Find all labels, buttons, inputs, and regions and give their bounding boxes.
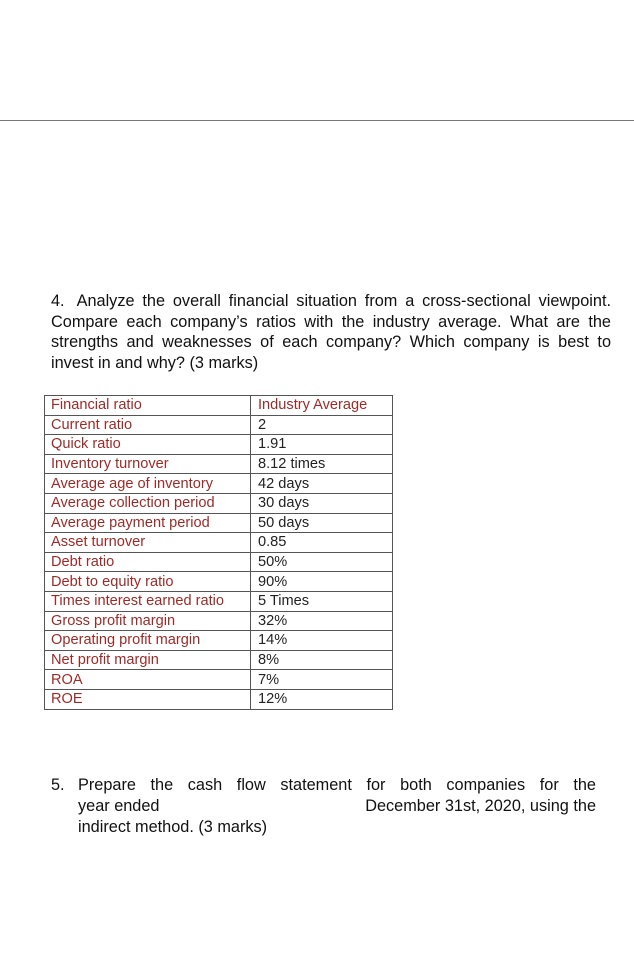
question-5-line-1-text: Prepare the cash flow statement for both companies for the — [78, 776, 596, 794]
table-row — [45, 591, 393, 611]
industry-average-cell: 50% — [251, 552, 393, 572]
industry-average-cell: 14% — [251, 631, 393, 651]
table-row — [45, 533, 393, 553]
table-header-row — [45, 396, 393, 416]
ratio-name-cell: Debt ratio — [45, 552, 251, 572]
table-row — [45, 631, 393, 651]
question-4-text: Analyze the overall financial situation from a cross-sectional viewpoint. Compare each company’s ratios with the industry average. What are the strengths and weaknesses of each company? Which company is best to invest in and why? (3 marks) — [51, 292, 611, 372]
industry-average-cell: 8.12 times — [251, 454, 393, 474]
table-row — [45, 435, 393, 455]
question-5-line-2-left: year ended — [78, 797, 160, 815]
ratio-name-cell: Times interest earned ratio — [45, 591, 251, 611]
industry-average-cell: 50 days — [251, 513, 393, 533]
header-industry-average: Industry Average — [251, 396, 393, 416]
question-5-line-2 — [51, 796, 596, 817]
horizontal-rule — [0, 120, 634, 121]
table-row — [45, 689, 393, 709]
industry-average-cell: 8% — [251, 650, 393, 670]
question-5 — [51, 775, 596, 838]
table-row — [45, 513, 393, 533]
ratio-name-cell: Current ratio — [45, 415, 251, 435]
industry-average-cell: 5 Times — [251, 591, 393, 611]
industry-average-cell: 90% — [251, 572, 393, 592]
question-5-line-1 — [51, 775, 596, 796]
question-4-number: 4. — [51, 292, 65, 310]
table-row — [45, 552, 393, 572]
ratio-name-cell: ROE — [45, 689, 251, 709]
ratio-name-cell: Inventory turnover — [45, 454, 251, 474]
financial-ratio-table — [44, 395, 393, 710]
ratio-name-cell: Quick ratio — [45, 435, 251, 455]
question-5-line-2-right: December 31st, 2020, using the — [365, 797, 596, 815]
industry-average-cell: 2 — [251, 415, 393, 435]
table-row — [45, 415, 393, 435]
table-row — [45, 572, 393, 592]
ratio-name-cell: Average payment period — [45, 513, 251, 533]
question-5-line-3: indirect method. (3 marks) — [78, 818, 268, 836]
table-row — [45, 493, 393, 513]
question-4 — [51, 291, 611, 373]
industry-average-cell: 30 days — [251, 493, 393, 513]
header-financial-ratio: Financial ratio — [45, 396, 251, 416]
ratio-name-cell: Average age of inventory — [45, 474, 251, 494]
ratio-name-cell: Average collection period — [45, 493, 251, 513]
ratio-name-cell: Net profit margin — [45, 650, 251, 670]
table-row — [45, 454, 393, 474]
table-row — [45, 670, 393, 690]
table-row — [45, 650, 393, 670]
industry-average-cell: 42 days — [251, 474, 393, 494]
question-5-number: 5. — [51, 776, 65, 794]
table-row — [45, 474, 393, 494]
table-row — [45, 611, 393, 631]
industry-average-cell: 1.91 — [251, 435, 393, 455]
ratio-name-cell: Operating profit margin — [45, 631, 251, 651]
industry-average-cell: 12% — [251, 689, 393, 709]
ratio-name-cell: Debt to equity ratio — [45, 572, 251, 592]
ratio-name-cell: ROA — [45, 670, 251, 690]
industry-average-cell: 0.85 — [251, 533, 393, 553]
ratio-name-cell: Gross profit margin — [45, 611, 251, 631]
industry-average-cell: 32% — [251, 611, 393, 631]
industry-average-cell: 7% — [251, 670, 393, 690]
ratio-name-cell: Asset turnover — [45, 533, 251, 553]
